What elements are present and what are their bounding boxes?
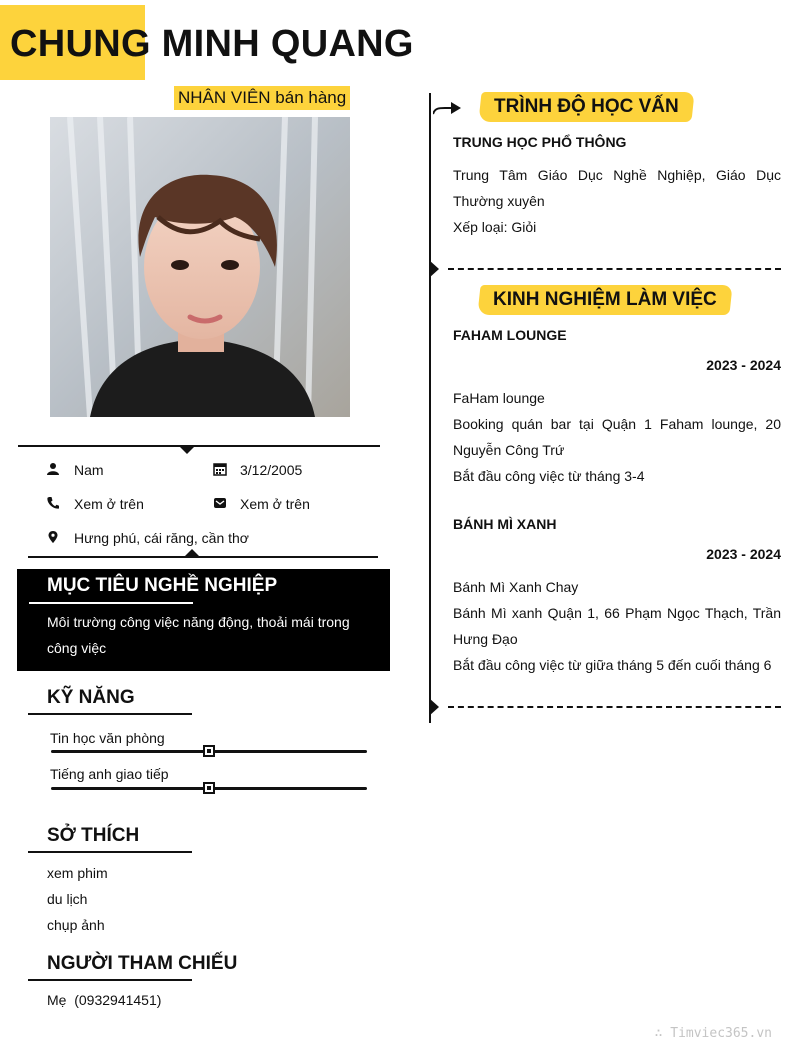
- experience-role: FaHam lounge: [453, 390, 545, 406]
- map-marker-icon: [46, 530, 60, 544]
- experience-description: Booking quán bar tại Quận 1 Faham lounge, 20 Nguyễn Công Trứ: [453, 416, 781, 458]
- experience-heading: [479, 285, 731, 315]
- objective-text: Môi trường công việc năng động, thoải mái trong công việc: [47, 614, 350, 656]
- reference-item: Mẹ (0932941451): [47, 992, 162, 1008]
- calendar-icon: [213, 462, 227, 476]
- hobby-item: xem phim: [47, 865, 108, 881]
- education-grade: Xếp loại: Giỏi: [453, 219, 537, 235]
- envelope-icon: [213, 496, 227, 510]
- watermark: ∴ Timviec365.vn: [654, 1026, 772, 1041]
- experience-description: Bánh Mì xanh Quận 1, 66 Phạm Ngọc Thạch, Trần Hưng Đạo: [453, 605, 781, 647]
- experience-company: BÁNH MÌ XANH: [453, 516, 557, 532]
- skill-level-knob: [203, 782, 215, 794]
- experience-period: 2023 - 2024: [706, 546, 781, 562]
- objective-title: MỤC TIÊU NGHỀ NGHIỆP: [47, 575, 278, 596]
- hobby-item: du lịch: [47, 891, 88, 907]
- skill-name: Tin học văn phòng: [50, 730, 165, 746]
- education-school: Trung Tâm Giáo Dục Nghề Nghiệp, Giáo Dục Thường xuyên: [453, 167, 781, 209]
- full-name: CHUNG MINH QUANG: [10, 23, 414, 65]
- education-level: TRUNG HỌC PHỔ THÔNG: [453, 134, 627, 150]
- skills-title: KỸ NĂNG: [47, 687, 135, 708]
- phone-value: Xem ở trên: [74, 496, 144, 512]
- info-rule-bottom: [28, 556, 378, 558]
- experience-note: Bắt đầu công việc từ tháng 3-4: [453, 468, 645, 484]
- experience-period: 2023 - 2024: [706, 357, 781, 373]
- hobbies-title-underline: [28, 851, 192, 853]
- hobbies-title: SỞ THÍCH: [47, 825, 140, 846]
- position-title: NHÂN VIÊN bán hàng: [174, 86, 350, 110]
- objective-title-underline: [29, 602, 193, 604]
- profile-photo: [50, 117, 350, 417]
- info-rule-pointer-down: [179, 446, 195, 454]
- references-title-underline: [28, 979, 192, 981]
- birthday-value: 3/12/2005: [240, 462, 303, 478]
- timeline-marker: [429, 260, 439, 278]
- skill-name: Tiếng anh giao tiếp: [50, 766, 169, 782]
- experience-role: Bánh Mì Xanh Chay: [453, 579, 579, 595]
- objective-section: [17, 569, 390, 671]
- education-heading: [480, 92, 693, 122]
- section-divider: [448, 706, 781, 708]
- timeline-line: [429, 93, 431, 723]
- references-title: NGƯỜI THAM CHIẾU: [47, 953, 238, 974]
- info-rule-pointer-up: [184, 549, 200, 557]
- experience-company: FAHAM LOUNGE: [453, 327, 567, 343]
- gender-value: Nam: [74, 462, 104, 478]
- phone-icon: [46, 496, 60, 510]
- info-rule-top: [18, 445, 380, 447]
- timeline-marker: [429, 698, 439, 716]
- profile-photo-image: [50, 117, 350, 417]
- email-value: Xem ở trên: [240, 496, 310, 512]
- education-title: TRÌNH ĐỘ HỌC VẤN: [494, 96, 679, 117]
- experience-note: Bắt đầu công việc từ giữa tháng 5 đến cuối tháng 6: [453, 657, 772, 673]
- hobby-item: chụp ảnh: [47, 917, 105, 933]
- experience-title: KINH NGHIỆM LÀM VIỆC: [493, 289, 717, 310]
- arrow-right-icon: [433, 100, 461, 118]
- skills-title-underline: [28, 713, 192, 715]
- address-value: Hưng phú, cái răng, cần thơ: [74, 530, 249, 546]
- section-divider: [448, 268, 781, 270]
- skill-level-knob: [203, 745, 215, 757]
- user-icon: [46, 462, 60, 476]
